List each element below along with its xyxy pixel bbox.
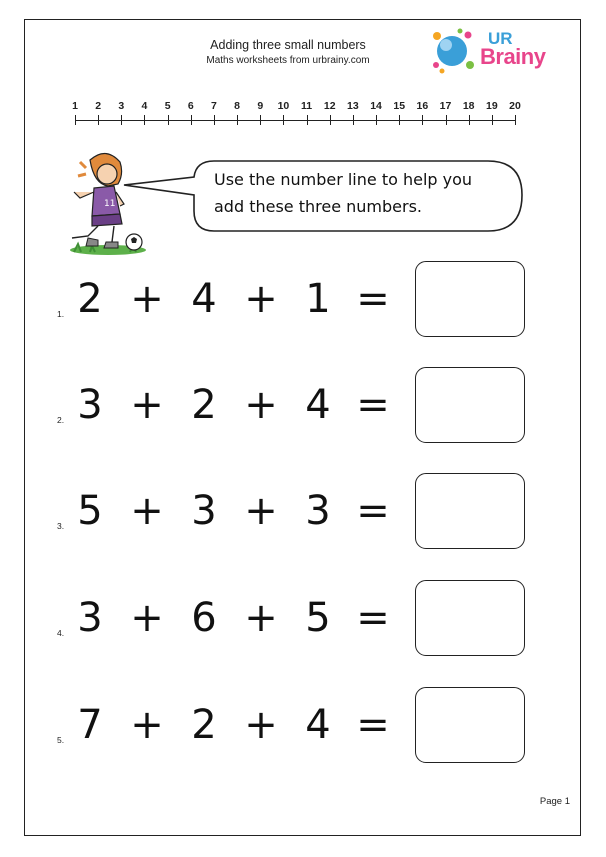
- number-line-axis: [75, 120, 515, 121]
- number-line-label: 4: [141, 100, 148, 112]
- problem-row: [0, 369, 606, 441]
- number-line-label: 6: [187, 100, 194, 112]
- addend-2: 3: [191, 488, 217, 534]
- number-line-label: 12: [323, 100, 336, 112]
- equals-sign: =: [356, 382, 390, 428]
- problem-number: 5.: [57, 735, 65, 745]
- number-line-label: 9: [257, 100, 264, 112]
- number-line-tick: [144, 115, 145, 125]
- problem-row: [0, 689, 606, 761]
- problem-number: 4.: [57, 628, 65, 638]
- number-line-tick: [214, 115, 215, 125]
- number-line-tick: [168, 115, 169, 125]
- number-line-tick: [469, 115, 470, 125]
- number-line-tick: [492, 115, 493, 125]
- plus-sign-1: +: [130, 382, 164, 428]
- plus-sign-2: +: [244, 276, 278, 322]
- addend-1: 7: [77, 702, 103, 748]
- addend-1: 3: [77, 595, 103, 641]
- problem-number: 1.: [57, 309, 65, 319]
- number-line: [60, 100, 540, 150]
- equals-sign: =: [356, 702, 390, 748]
- number-line-label: 11: [301, 100, 313, 112]
- number-line-label: 17: [439, 100, 452, 112]
- number-line-tick: [422, 115, 423, 125]
- addend-1: 5: [77, 488, 103, 534]
- number-line-tick: [399, 115, 400, 125]
- plus-sign-2: +: [244, 382, 278, 428]
- number-line-label: 20: [509, 100, 521, 112]
- number-line-tick: [75, 115, 76, 125]
- problem-row: [0, 582, 606, 654]
- number-line-label: 5: [164, 100, 171, 112]
- plus-sign-1: +: [130, 276, 164, 322]
- number-line-label: 10: [277, 100, 290, 112]
- number-line-tick: [446, 115, 447, 125]
- instruction-line-2: add these three numbers.: [214, 197, 423, 216]
- number-line-tick: [330, 115, 331, 125]
- number-line-tick: [98, 115, 99, 125]
- problem-row: [0, 475, 606, 547]
- number-line-label: 3: [118, 100, 125, 112]
- number-line-label: 1: [72, 100, 78, 112]
- problem-number: 3.: [57, 521, 65, 531]
- page-title: Adding three small numbers: [210, 38, 366, 52]
- addend-2: 4: [191, 276, 217, 322]
- addend-2: 2: [191, 382, 217, 428]
- plus-sign-1: +: [130, 488, 164, 534]
- logo-text-brainy: Brainy: [480, 44, 546, 69]
- plus-sign-1: +: [130, 595, 164, 641]
- number-line-tick: [283, 115, 284, 125]
- answer-box[interactable]: [415, 367, 525, 443]
- urbrainy-logo: [430, 27, 550, 77]
- addend-1: 3: [77, 382, 103, 428]
- plus-sign-2: +: [244, 702, 278, 748]
- answer-box[interactable]: [415, 580, 525, 656]
- answer-box[interactable]: [415, 687, 525, 763]
- addend-3: 4: [305, 382, 331, 428]
- number-line-tick: [121, 115, 122, 125]
- answer-box[interactable]: [415, 261, 525, 337]
- page-subtitle: Maths worksheets from urbrainy.com: [206, 55, 370, 66]
- plus-sign-2: +: [244, 488, 278, 534]
- number-line-label: 14: [370, 100, 382, 112]
- number-line-label: 2: [95, 100, 102, 112]
- equals-sign: =: [356, 488, 390, 534]
- addend-3: 5: [305, 595, 331, 641]
- problem-row: [0, 263, 606, 335]
- equals-sign: =: [356, 276, 390, 322]
- number-line-label: 18: [462, 100, 475, 112]
- number-line-tick: [237, 115, 238, 125]
- number-line-tick: [307, 115, 308, 125]
- logo-text-ur: UR: [488, 29, 513, 48]
- number-line-tick: [376, 115, 377, 125]
- answer-box[interactable]: [415, 473, 525, 549]
- instruction-line-1: Use the number line to help you: [214, 170, 473, 189]
- addend-2: 6: [191, 595, 217, 641]
- plus-sign-1: +: [130, 702, 164, 748]
- equals-sign: =: [356, 595, 390, 641]
- number-line-tick: [191, 115, 192, 125]
- page-number: Page 1: [539, 796, 570, 807]
- svg-text:11: 11: [104, 199, 116, 209]
- instruction-text: [214, 166, 514, 220]
- number-line-tick: [515, 115, 516, 125]
- addend-3: 3: [305, 488, 331, 534]
- plus-sign-2: +: [244, 595, 278, 641]
- number-line-label: 19: [485, 100, 498, 112]
- number-line-label: 8: [234, 100, 241, 112]
- addend-3: 1: [305, 276, 331, 322]
- number-line-label: 15: [393, 100, 406, 112]
- addend-3: 4: [305, 702, 331, 748]
- number-line-label: 7: [211, 100, 217, 112]
- number-line-tick: [260, 115, 261, 125]
- number-line-label: 13: [347, 100, 359, 112]
- addend-1: 2: [77, 276, 103, 322]
- problem-number: 2.: [57, 415, 65, 425]
- number-line-tick: [353, 115, 354, 125]
- addend-2: 2: [191, 702, 217, 748]
- number-line-label: 16: [416, 100, 429, 112]
